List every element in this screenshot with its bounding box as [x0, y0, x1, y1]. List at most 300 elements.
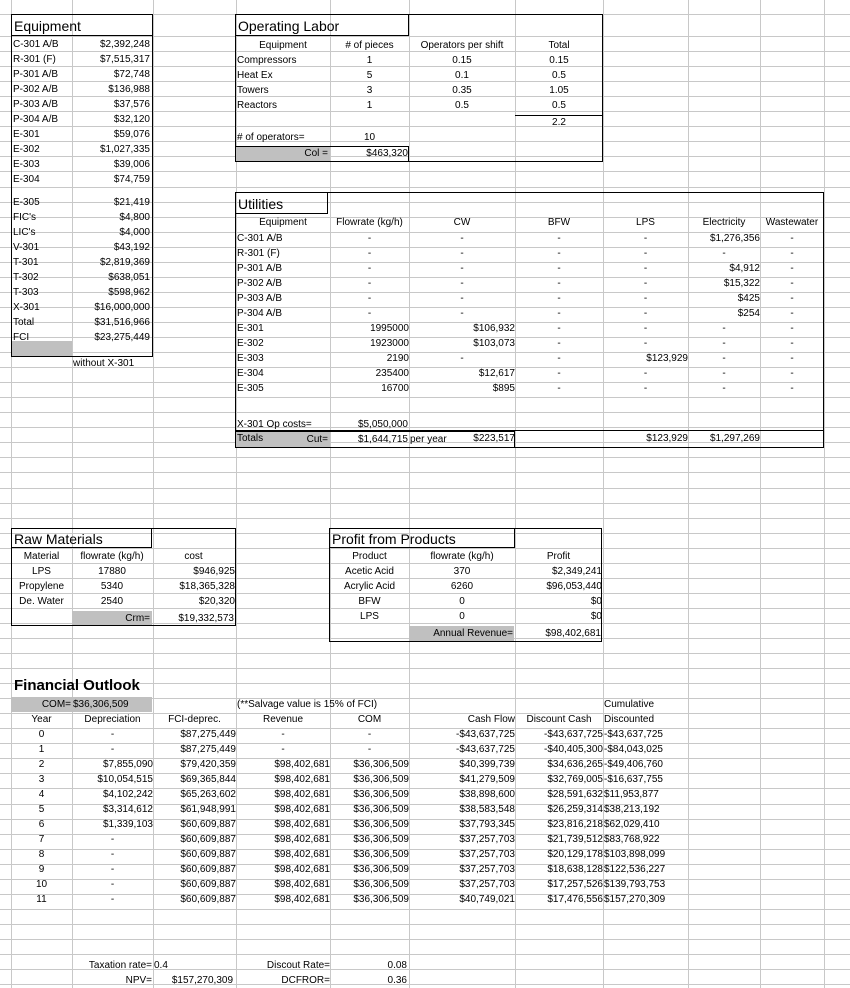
salvage-note[interactable]: (**Salvage value is 15% of FCI)	[237, 699, 378, 710]
utilities-cell[interactable]: $1,276,356	[709, 233, 760, 244]
fin-cell[interactable]: 1	[38, 744, 45, 755]
utilities-cell[interactable]: -	[367, 293, 372, 304]
labor-cell[interactable]: Reactors	[237, 100, 278, 111]
utilities-cell[interactable]: -	[557, 263, 561, 274]
fin-cell[interactable]: $61,948,991	[180, 804, 236, 815]
fin-header-cell[interactable]: Discounted	[604, 714, 655, 725]
labor-cell[interactable]: Compressors	[237, 55, 297, 66]
revenue-value[interactable]: $98,402,681	[545, 628, 601, 639]
utilities-cell[interactable]: -	[722, 353, 726, 364]
fin-cell[interactable]: $11,953,877	[604, 789, 659, 800]
equipment-name-cell[interactable]: C-301 A/B	[13, 39, 59, 50]
utilities-cell[interactable]: $123,929	[646, 353, 688, 364]
equipment-cost-cell[interactable]: $4,000	[119, 227, 150, 238]
utilities-cell[interactable]: -	[722, 368, 726, 379]
fin-cell[interactable]: $98,402,681	[274, 789, 330, 800]
fin-cell[interactable]: $7,855,090	[102, 759, 153, 770]
equipment-name-cell[interactable]: E-302	[13, 144, 40, 155]
fin-cell[interactable]: $40,749,021	[459, 894, 515, 905]
fin-cell[interactable]: 6	[38, 819, 45, 830]
utilities-cell[interactable]: $15,322	[723, 278, 760, 289]
fin-cell[interactable]: -	[110, 849, 115, 860]
utilities-cell[interactable]: -	[790, 383, 794, 394]
fin-cell[interactable]: $98,402,681	[274, 774, 330, 785]
utilities-cell[interactable]: -	[460, 353, 464, 364]
fin-cell[interactable]: $37,257,703	[459, 864, 515, 875]
utilities-cell[interactable]: $425	[737, 293, 760, 304]
fin-cell[interactable]: -	[110, 879, 115, 890]
fin-cell[interactable]: $103,898,099	[604, 849, 666, 860]
equipment-name-cell[interactable]: P-302 A/B	[13, 84, 59, 95]
utilities-cell[interactable]: -	[367, 233, 372, 244]
fin-header-cell[interactable]: Revenue	[262, 714, 304, 725]
fin-cell[interactable]: -	[281, 729, 285, 740]
fin-cell[interactable]: $32,769,005	[547, 774, 603, 785]
tax-value[interactable]: 0.4	[154, 960, 168, 971]
labor-header-cell[interactable]: Equipment	[259, 40, 307, 51]
labor-cell[interactable]: 0.1	[455, 70, 469, 81]
raw-header-cell[interactable]: Material	[23, 551, 60, 562]
utilities-cell[interactable]: -	[557, 338, 561, 349]
utilities-cell[interactable]: -	[557, 323, 561, 334]
utilities-cell[interactable]: -	[557, 368, 561, 379]
fin-cell[interactable]: -$16,637,755	[604, 774, 663, 785]
profit-cell[interactable]: LPS	[360, 611, 379, 622]
labor-cell[interactable]: Towers	[237, 85, 269, 96]
labor-cell[interactable]: 0.35	[452, 85, 472, 96]
fin-cell[interactable]: $1,339,103	[102, 819, 153, 830]
fin-cell[interactable]: $98,402,681	[274, 849, 330, 860]
fin-header-cell[interactable]: FCI-deprec.	[168, 714, 221, 725]
fin-cell[interactable]: 11	[36, 894, 47, 905]
utilities-header-cell[interactable]: CW	[453, 217, 471, 228]
utilities-cell[interactable]: -	[790, 248, 794, 259]
revenue-label[interactable]: Annual Revenue=	[433, 628, 513, 639]
fin-cell[interactable]: -$43,637,725	[456, 729, 515, 740]
crm-label[interactable]: Crm=	[125, 613, 150, 624]
fin-cell[interactable]: 8	[38, 849, 45, 860]
fin-cell[interactable]: $4,102,242	[102, 789, 153, 800]
fin-cell[interactable]: $36,306,509	[353, 789, 409, 800]
fin-cell[interactable]: $21,739,512	[547, 834, 603, 845]
fin-cell[interactable]: $40,399,739	[459, 759, 515, 770]
raw-cell[interactable]: LPS	[32, 566, 51, 577]
equipment-name-cell[interactable]: E-303	[13, 159, 40, 170]
utilities-header-cell[interactable]: Electricity	[702, 217, 746, 228]
fin-cell[interactable]: $37,257,703	[459, 849, 515, 860]
equipment-name-cell[interactable]: FIC's	[13, 212, 37, 223]
equipment-cost-cell[interactable]: $2,392,248	[99, 39, 150, 50]
utilities-cell[interactable]: -	[367, 308, 372, 319]
utilities-cell[interactable]: -	[722, 323, 726, 334]
operators-value[interactable]: 10	[363, 132, 376, 143]
crm-value[interactable]: $19,332,573	[178, 613, 234, 624]
utilities-cell[interactable]: 1923000	[370, 338, 409, 349]
raw-header-cell[interactable]: flowrate (kg/h)	[80, 551, 144, 562]
equipment-cost-cell[interactable]: $16,000,000	[94, 302, 150, 313]
fin-cell[interactable]: $38,213,192	[604, 804, 660, 815]
equipment-cost-cell[interactable]: $37,576	[113, 99, 150, 110]
labor-cell[interactable]: 0.5	[552, 100, 566, 111]
utilities-header-cell[interactable]: LPS	[636, 217, 655, 228]
utilities-cell[interactable]: -	[557, 308, 561, 319]
tax-label[interactable]: Taxation rate=	[88, 960, 152, 971]
raw-cell[interactable]: De. Water	[19, 596, 64, 607]
utilities-cell[interactable]: -	[643, 323, 648, 334]
profit-cell[interactable]: 370	[453, 566, 471, 577]
fin-header-cell[interactable]: Depreciation	[84, 714, 141, 725]
utilities-cell[interactable]: -	[460, 308, 464, 319]
fin-cell[interactable]: 4	[38, 789, 45, 800]
profit-cell[interactable]: 6260	[450, 581, 474, 592]
fin-cell[interactable]: $36,306,509	[353, 879, 409, 890]
fin-cell[interactable]: $36,306,509	[353, 759, 409, 770]
fin-cell[interactable]: -	[110, 729, 115, 740]
utilities-cell[interactable]: P-303 A/B	[237, 293, 283, 304]
fin-cell[interactable]: $18,638,128	[547, 864, 603, 875]
fin-cell[interactable]: $36,306,509	[353, 894, 409, 905]
utilities-total-cell[interactable]: $123,929	[646, 433, 688, 444]
fin-cell[interactable]: $41,279,509	[459, 774, 515, 785]
utilities-cell[interactable]: -	[367, 278, 372, 289]
equipment-name-cell[interactable]: R-301 (F)	[13, 54, 56, 65]
fin-cell[interactable]: -$43,637,725	[544, 729, 603, 740]
utilities-cell[interactable]: -	[557, 293, 561, 304]
raw-cell[interactable]: $20,320	[198, 596, 235, 607]
utilities-header-cell[interactable]: Equipment	[259, 217, 307, 228]
utilities-cell[interactable]: -	[460, 233, 464, 244]
utilities-cell[interactable]: -	[643, 233, 648, 244]
labor-cell[interactable]: 3	[366, 85, 373, 96]
fin-cell[interactable]: 5	[38, 804, 45, 815]
utilities-cell[interactable]: -	[790, 368, 794, 379]
equipment-name-cell[interactable]: T-302	[13, 272, 39, 283]
raw-cell[interactable]: $946,925	[193, 566, 235, 577]
utilities-cell[interactable]: -	[790, 323, 794, 334]
labor-cell[interactable]: 1	[366, 55, 373, 66]
utilities-header-cell[interactable]: Flowrate (kg/h)	[336, 217, 403, 228]
equipment-name-cell[interactable]: P-301 A/B	[13, 69, 59, 80]
cut-label[interactable]: Cut=	[306, 434, 328, 445]
labor-cell[interactable]: 0.5	[455, 100, 469, 111]
raw-header-cell[interactable]: cost	[184, 551, 203, 562]
labor-header-cell[interactable]: Operators per shift	[420, 40, 504, 51]
x301-label[interactable]: X-301 Op costs=	[237, 419, 312, 430]
utilities-cell[interactable]: -	[557, 353, 561, 364]
profit-cell[interactable]: 0	[459, 611, 465, 622]
labor-header-cell[interactable]: # of pieces	[345, 40, 394, 51]
cut-unit[interactable]: per year	[410, 434, 447, 445]
utilities-cell[interactable]: $12,617	[478, 368, 515, 379]
utilities-cell[interactable]: -	[722, 248, 726, 259]
utilities-cell[interactable]: 2190	[386, 353, 409, 364]
fin-header-cell[interactable]: Year	[31, 714, 52, 725]
labor-cell[interactable]: 0.15	[549, 55, 569, 66]
fin-cell[interactable]: $3,314,612	[102, 804, 153, 815]
fin-cell[interactable]: $34,636,265	[547, 759, 603, 770]
x301-value[interactable]: $5,050,000	[357, 419, 408, 430]
utilities-cell[interactable]: -	[367, 263, 372, 274]
fin-header-cell[interactable]: Discount Cash	[526, 714, 592, 725]
equipment-cost-cell[interactable]: $59,076	[113, 129, 150, 140]
equipment-cost-cell[interactable]: $21,419	[113, 197, 150, 208]
fin-cell[interactable]: $87,275,449	[180, 744, 236, 755]
utilities-cell[interactable]: -	[643, 368, 648, 379]
fin-cell[interactable]: $98,402,681	[274, 819, 330, 830]
fin-cell[interactable]: $23,816,218	[547, 819, 603, 830]
utilities-total-cell[interactable]: $223,517	[473, 433, 515, 444]
utilities-header-cell[interactable]: Wastewater	[765, 217, 819, 228]
utilities-cell[interactable]: -	[557, 383, 561, 394]
fin-cell[interactable]: $36,306,509	[353, 819, 409, 830]
utilities-cell[interactable]: -	[643, 308, 648, 319]
fin-cell[interactable]: -	[367, 744, 372, 755]
utilities-cell[interactable]: 16700	[381, 383, 409, 394]
utilities-cell[interactable]: $895	[492, 383, 515, 394]
fin-cell[interactable]: 10	[35, 879, 48, 890]
discount-rate-value[interactable]: 0.08	[387, 960, 407, 971]
utilities-cell[interactable]: -	[460, 248, 464, 259]
utilities-cell[interactable]: P-304 A/B	[237, 308, 283, 319]
utilities-cell[interactable]: E-303	[237, 353, 264, 364]
fin-cell[interactable]: 2	[38, 759, 45, 770]
fin-cell[interactable]: $37,257,703	[459, 879, 515, 890]
fin-cell[interactable]: -$43,637,725	[456, 744, 515, 755]
equipment-cost-cell[interactable]: $1,027,335	[99, 144, 150, 155]
utilities-cell[interactable]: P-301 A/B	[237, 263, 283, 274]
utilities-cell[interactable]: -	[367, 248, 372, 259]
fin-cell[interactable]: $26,259,314	[547, 804, 603, 815]
utilities-cell[interactable]: -	[643, 248, 648, 259]
utilities-cell[interactable]: -	[790, 263, 794, 274]
fin-header-cell[interactable]: COM	[357, 714, 382, 725]
fin-cell[interactable]: $98,402,681	[274, 804, 330, 815]
fin-cell[interactable]: $10,054,515	[97, 774, 153, 785]
utilities-cell[interactable]: -	[460, 263, 464, 274]
equipment-cost-cell[interactable]: $638,051	[108, 272, 150, 283]
utilities-cell[interactable]: P-302 A/B	[237, 278, 283, 289]
fin-cell[interactable]: $36,306,509	[353, 804, 409, 815]
labor-cell[interactable]: Heat Ex	[237, 70, 273, 81]
npv-value[interactable]: $157,270,309	[171, 975, 233, 986]
fin-cell[interactable]: 3	[38, 774, 45, 785]
utilities-cell[interactable]: C-301 A/B	[237, 233, 283, 244]
raw-cell[interactable]: $18,365,328	[179, 581, 235, 592]
utilities-cell[interactable]: -	[643, 293, 648, 304]
fin-cell[interactable]: $87,275,449	[180, 729, 236, 740]
utilities-cell[interactable]: R-301 (F)	[237, 248, 280, 259]
fin-cell[interactable]: $60,609,887	[180, 849, 236, 860]
fin-cell[interactable]: -	[110, 894, 115, 905]
equipment-cost-cell[interactable]: $39,006	[113, 159, 150, 170]
fin-cell[interactable]: $28,591,632	[547, 789, 603, 800]
fin-cell[interactable]: -$40,405,300	[544, 744, 603, 755]
profit-cell[interactable]: Acetic Acid	[345, 566, 394, 577]
raw-cell[interactable]: 17880	[98, 566, 126, 577]
fin-cell[interactable]: 0	[38, 729, 45, 740]
labor-cell[interactable]: 0.15	[452, 55, 472, 66]
fin-cell[interactable]: 9	[38, 864, 45, 875]
fin-cell[interactable]: $38,583,548	[459, 804, 515, 815]
raw-cell[interactable]: 5340	[100, 581, 124, 592]
utilities-cell[interactable]: $103,073	[473, 338, 515, 349]
fin-cell[interactable]: -	[367, 729, 372, 740]
equipment-name-cell[interactable]: X-301	[13, 302, 40, 313]
utilities-cell[interactable]: E-302	[237, 338, 264, 349]
equipment-cost-cell[interactable]: $598,962	[108, 287, 150, 298]
equipment-name-cell[interactable]: T-303	[13, 287, 39, 298]
labor-cell[interactable]: 1.05	[549, 85, 569, 96]
equipment-cost-cell[interactable]: $4,800	[119, 212, 150, 223]
fin-cell[interactable]: $60,609,887	[180, 894, 236, 905]
equipment-name-cell[interactable]: LIC's	[13, 227, 36, 238]
fin-header-cell[interactable]: Cash Flow	[467, 714, 515, 725]
profit-header-cell[interactable]: flowrate (kg/h)	[430, 551, 494, 562]
profit-header-cell[interactable]: Product	[352, 551, 387, 562]
equipment-cost-cell[interactable]: $136,988	[108, 84, 150, 95]
equipment-name-cell[interactable]: FCI	[13, 332, 30, 343]
profit-cell[interactable]: BFW	[358, 596, 381, 607]
utilities-cell[interactable]: -	[790, 293, 794, 304]
utilities-cell[interactable]: 235400	[375, 368, 409, 379]
col-label[interactable]: Col =	[304, 148, 328, 159]
profit-cell[interactable]: 0	[459, 596, 465, 607]
equipment-name-cell[interactable]: P-303 A/B	[13, 99, 59, 110]
discount-rate-label[interactable]: Discout Rate=	[266, 960, 330, 971]
equipment-cost-cell[interactable]: $74,759	[113, 174, 150, 185]
fin-cell[interactable]: -$84,043,025	[604, 744, 663, 755]
col-value[interactable]: $463,320	[366, 148, 408, 159]
utilities-cell[interactable]: -	[790, 233, 794, 244]
com-label[interactable]: COM=	[41, 699, 71, 710]
utilities-cell[interactable]: $106,932	[473, 323, 515, 334]
fin-cell[interactable]: $37,793,345	[459, 819, 515, 830]
fin-cell[interactable]: 7	[38, 834, 45, 845]
com-value[interactable]: $36,306,509	[73, 699, 129, 710]
fin-cell[interactable]: $17,257,526	[547, 879, 603, 890]
fin-cell[interactable]: $98,402,681	[274, 759, 330, 770]
fin-cell[interactable]: -	[110, 834, 115, 845]
equipment-name-cell[interactable]: P-304 A/B	[13, 114, 59, 125]
utilities-cell[interactable]: -	[722, 338, 726, 349]
cumulative-label[interactable]: Cumulative	[604, 699, 655, 710]
utilities-cell[interactable]: E-305	[237, 383, 264, 394]
fin-cell[interactable]: -$43,637,725	[604, 729, 663, 740]
fin-cell[interactable]: $62,029,410	[604, 819, 660, 830]
fin-cell[interactable]: $60,609,887	[180, 879, 236, 890]
fin-cell[interactable]: $37,257,703	[459, 834, 515, 845]
fin-cell[interactable]: $98,402,681	[274, 864, 330, 875]
labor-cell[interactable]: 5	[366, 70, 373, 81]
utilities-total-cell[interactable]: $1,297,269	[709, 433, 760, 444]
cut-value[interactable]: $1,644,715	[357, 434, 408, 445]
fin-cell[interactable]: $69,365,844	[180, 774, 236, 785]
labor-total-cell[interactable]: 2.2	[552, 117, 566, 128]
fin-cell[interactable]: $36,306,509	[353, 834, 409, 845]
utilities-cell[interactable]: 1995000	[370, 323, 409, 334]
utilities-cell[interactable]: -	[643, 263, 648, 274]
equipment-name-cell[interactable]: E-301	[13, 129, 40, 140]
equipment-name-cell[interactable]: E-305	[13, 197, 40, 208]
fin-cell[interactable]: $157,270,309	[604, 894, 666, 905]
profit-header-cell[interactable]: Profit	[546, 551, 571, 562]
labor-cell[interactable]: 0.5	[552, 70, 566, 81]
fin-cell[interactable]: $122,536,227	[604, 864, 666, 875]
raw-cell[interactable]: 2540	[100, 596, 124, 607]
fin-cell[interactable]: $139,793,753	[604, 879, 666, 890]
equipment-name-cell[interactable]: V-301	[13, 242, 40, 253]
equipment-cost-cell[interactable]: $72,748	[113, 69, 150, 80]
utilities-cell[interactable]: -	[643, 383, 648, 394]
utilities-cell[interactable]: -	[460, 293, 464, 304]
fin-cell[interactable]: -	[281, 744, 285, 755]
fin-cell[interactable]: $98,402,681	[274, 894, 330, 905]
utilities-cell[interactable]: E-304	[237, 368, 264, 379]
utilities-cell[interactable]: -	[460, 278, 464, 289]
utilities-cell[interactable]: E-301	[237, 323, 264, 334]
utilities-cell[interactable]: -	[643, 278, 648, 289]
equipment-cost-cell[interactable]: $43,192	[113, 242, 150, 253]
dcfror-label[interactable]: DCFROR=	[281, 975, 330, 986]
equipment-cost-cell[interactable]: $32,120	[113, 114, 150, 125]
utilities-cell[interactable]: -	[790, 308, 794, 319]
equipment-cost-cell[interactable]: $23,275,449	[94, 332, 150, 343]
fin-cell[interactable]: $65,263,602	[180, 789, 236, 800]
labor-cell[interactable]: 1	[366, 100, 373, 111]
utilities-cell[interactable]: -	[790, 338, 794, 349]
profit-cell[interactable]: $0	[590, 611, 602, 622]
utilities-cell[interactable]: -	[643, 338, 648, 349]
fin-cell[interactable]: $36,306,509	[353, 849, 409, 860]
equipment-cost-cell[interactable]: $2,819,369	[99, 257, 150, 268]
utilities-cell[interactable]: -	[790, 353, 794, 364]
utilities-total-cell[interactable]: Totals	[237, 433, 264, 444]
fin-cell[interactable]: $36,306,509	[353, 774, 409, 785]
utilities-cell[interactable]: $4,912	[729, 263, 760, 274]
fin-cell[interactable]: $83,768,922	[604, 834, 660, 845]
equipment-cost-cell[interactable]: $31,516,966	[94, 317, 150, 328]
fin-cell[interactable]: $38,898,600	[459, 789, 515, 800]
fin-cell[interactable]: $60,609,887	[180, 864, 236, 875]
fin-cell[interactable]: -	[110, 744, 115, 755]
utilities-cell[interactable]: -	[790, 278, 794, 289]
fin-cell[interactable]: $60,609,887	[180, 819, 236, 830]
utilities-header-cell[interactable]: BFW	[547, 217, 571, 228]
utilities-cell[interactable]: -	[722, 383, 726, 394]
utilities-cell[interactable]: -	[557, 233, 561, 244]
profit-cell[interactable]: $2,349,241	[551, 566, 602, 577]
npv-label[interactable]: NPV=	[125, 975, 152, 986]
fin-cell[interactable]: $36,306,509	[353, 864, 409, 875]
fin-cell[interactable]: $17,476,556	[547, 894, 603, 905]
utilities-cell[interactable]: -	[557, 248, 561, 259]
fin-cell[interactable]: $79,420,359	[180, 759, 236, 770]
fin-cell[interactable]: -$49,406,760	[604, 759, 663, 770]
fin-cell[interactable]: $98,402,681	[274, 879, 330, 890]
fin-cell[interactable]: $98,402,681	[274, 834, 330, 845]
profit-cell[interactable]: Acrylic Acid	[343, 581, 396, 592]
equipment-name-cell[interactable]: T-301	[13, 257, 39, 268]
profit-cell[interactable]: $0	[590, 596, 602, 607]
labor-header-cell[interactable]: Total	[548, 40, 570, 51]
dcfror-value[interactable]: 0.36	[387, 975, 407, 986]
profit-cell[interactable]: $96,053,440	[546, 581, 602, 592]
fin-cell[interactable]: $20,129,178	[547, 849, 603, 860]
equipment-cost-cell[interactable]: $7,515,317	[99, 54, 150, 65]
utilities-cell[interactable]: -	[557, 278, 561, 289]
operators-label[interactable]: # of operators=	[237, 132, 305, 143]
fin-cell[interactable]: -	[110, 864, 115, 875]
